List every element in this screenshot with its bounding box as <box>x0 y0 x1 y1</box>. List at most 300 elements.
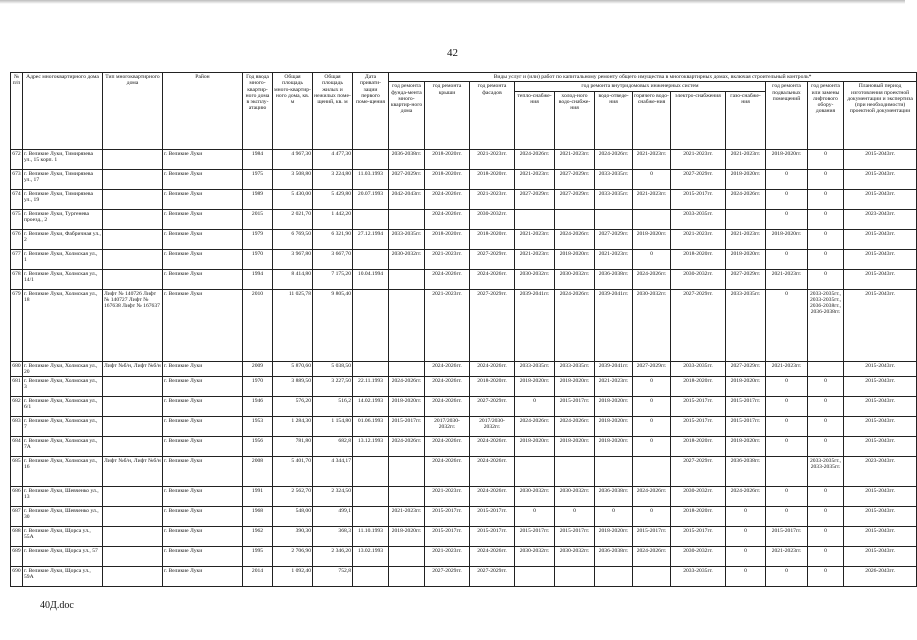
cell-type <box>103 437 163 457</box>
cell-bas: 0 <box>766 567 808 587</box>
cell-roof: 2021-2023гг. <box>425 487 470 507</box>
header-hot: горячего водо-снабже-ния <box>633 91 671 149</box>
cell-gas: 2036-2038гг. <box>726 457 766 487</box>
cell-a1: 3 508,80 <box>273 169 313 189</box>
cell-plan: 2015-2043гг. <box>844 527 917 547</box>
cell-a2: 9 805,40 <box>313 289 353 361</box>
cell-bas: 2018-2020гг. <box>766 229 808 249</box>
table-row <box>11 249 917 269</box>
cell-date: 13.02.1993 <box>353 547 389 567</box>
cell-roof: 2024-2026гг. <box>425 209 470 229</box>
cell-roof: 2021-2023гг. <box>425 289 470 361</box>
cell-f <box>389 547 425 567</box>
cell-n: 690 <box>11 567 23 587</box>
cell-a1: 5 430,00 <box>273 189 313 209</box>
cell-a1: 1 092,40 <box>273 567 313 587</box>
cell-heat <box>515 209 555 229</box>
cell-gas: 2021-2023гг. <box>726 149 766 169</box>
cell-a1: 548,00 <box>273 507 313 527</box>
cell-n: 688 <box>11 527 23 547</box>
cell-addr: г. Великие Луки, Холмская ул., 7 <box>23 417 103 437</box>
cell-date: 13.12.1993 <box>353 437 389 457</box>
cell-heat: 2018-2020гг. <box>515 377 555 397</box>
cell-bas: 2021-2023гг. <box>766 361 808 377</box>
cell-dist: г. Великие Луки <box>163 229 243 249</box>
cell-heat: 0 <box>515 397 555 417</box>
cell-plan: 2015-2043гг. <box>844 417 917 437</box>
cell-type <box>103 487 163 507</box>
cell-fac: 2027-2029гг. <box>470 397 515 417</box>
cell-a2: 3 227,50 <box>313 377 353 397</box>
cell-a1: 1 284,30 <box>273 417 313 437</box>
cell-plan: 2015-2043гг. <box>844 229 917 249</box>
cell-roof: 2018-2020гг. <box>425 229 470 249</box>
cell-a2: 368,3 <box>313 527 353 547</box>
cell-hot: 2024-2026гг. <box>633 269 671 289</box>
cell-cold: 2027-2029гг. <box>555 169 595 189</box>
cell-gas: 2018-2020гг. <box>726 169 766 189</box>
cell-date: 11.10.1993 <box>353 527 389 547</box>
cell-dist: г. Великие Луки <box>163 361 243 377</box>
cell-hot: 2027-2029гг. <box>633 361 671 377</box>
cell-a2: 682,8 <box>313 437 353 457</box>
cell-heat: 2018-2020гг. <box>515 437 555 457</box>
table-row <box>11 397 917 417</box>
cell-n: 676 <box>11 229 23 249</box>
cell-a1: 5 870,60 <box>273 361 313 377</box>
cell-year: 1962 <box>243 527 273 547</box>
cell-addr: г. Великие Луки, Щорса ул., 55А <box>23 527 103 547</box>
cell-n: 678 <box>11 269 23 289</box>
cell-f <box>389 209 425 229</box>
cell-a2: 5 038,50 <box>313 361 353 377</box>
cell-roof: 2027-2029гг. <box>425 567 470 587</box>
cell-bas: 2015-2017гг. <box>766 527 808 547</box>
table-row <box>11 527 917 547</box>
header-address: Адрес многоквартирного дома <box>23 73 103 150</box>
cell-bas: 0 <box>766 169 808 189</box>
table-row <box>11 289 917 361</box>
cell-date: 01.06.1993 <box>353 417 389 437</box>
cell-year: 2010 <box>243 289 273 361</box>
cell-roof: 2024-2026гг. <box>425 189 470 209</box>
cell-date <box>353 361 389 377</box>
cell-lift: 0 <box>808 229 844 249</box>
cell-heat: 2021-2023гг. <box>515 229 555 249</box>
cell-type <box>103 269 163 289</box>
cell-year: 1968 <box>243 507 273 527</box>
cell-cold: 2027-2029гг. <box>555 189 595 209</box>
cell-roof: 2015-2017гг. <box>425 507 470 527</box>
cell-n: 672 <box>11 149 23 169</box>
table-body <box>11 149 917 587</box>
cell-type <box>103 249 163 269</box>
cell-cold: 2021-2023гг. <box>555 149 595 169</box>
cell-a2: 5 429,80 <box>313 189 353 209</box>
table-row <box>11 507 917 527</box>
header-priv-date: Дата привати-зации первого поме-щения <box>353 73 389 150</box>
cell-plan: 2015-2043гг. <box>844 249 917 269</box>
cell-bas: 2021-2023гг. <box>766 547 808 567</box>
cell-lift: 0 <box>808 527 844 547</box>
cell-fac: 2021-2023гг. <box>470 189 515 209</box>
cell-type: Лифт №б/н, Лифт №б/н <box>103 457 163 487</box>
cell-hot: 0 <box>633 249 671 269</box>
cell-type <box>103 547 163 567</box>
cell-type <box>103 229 163 249</box>
cell-hot: 2021-2023гг. <box>633 189 671 209</box>
cell-type <box>103 417 163 437</box>
cell-dist: г. Великие Луки <box>163 507 243 527</box>
cell-fac: 2018-2020гг. <box>470 229 515 249</box>
cell-el: 2018-2020гг. <box>671 377 726 397</box>
cell-lift: 0 <box>808 567 844 587</box>
cell-dist: г. Великие Луки <box>163 397 243 417</box>
cell-fac: 2018-2020гг. <box>470 169 515 189</box>
cell-type <box>103 189 163 209</box>
cell-heat: 2030-2032гг. <box>515 269 555 289</box>
cell-el: 2021-2023гг. <box>671 229 726 249</box>
cell-year: 2008 <box>243 457 273 487</box>
cell-sew: 2033-2035гг. <box>595 169 633 189</box>
cell-date <box>353 149 389 169</box>
cell-sew <box>595 457 633 487</box>
cell-type <box>103 209 163 229</box>
cell-bas: 0 <box>766 377 808 397</box>
cell-sew <box>595 209 633 229</box>
cell-f <box>389 457 425 487</box>
cell-type <box>103 397 163 417</box>
cell-a2: 4 477,30 <box>313 149 353 169</box>
cell-gas: 2021-2023гг. <box>726 229 766 249</box>
cell-date: 22.11.1993 <box>353 377 389 397</box>
cell-hot: 2018-2020гг. <box>633 229 671 249</box>
cell-n: 681 <box>11 377 23 397</box>
cell-sew: 2024-2026гг. <box>595 149 633 169</box>
page-number: 42 <box>447 47 458 59</box>
cell-a1: 2 706,90 <box>273 547 313 567</box>
cell-f: 2021-2023гг. <box>389 507 425 527</box>
cell-dist: г. Великие Луки <box>163 249 243 269</box>
cell-type <box>103 377 163 397</box>
cell-cold: 2015-2017гг. <box>555 397 595 417</box>
cell-gas: 0 <box>726 567 766 587</box>
cell-n: 687 <box>11 507 23 527</box>
cell-a2: 3 224,80 <box>313 169 353 189</box>
cell-a1: 390,30 <box>273 527 313 547</box>
cell-roof: 2024-2026гг. <box>425 437 470 457</box>
cell-roof: 2024-2026гг. <box>425 361 470 377</box>
cell-lift: 0 <box>808 507 844 527</box>
cell-a2: 1 442,20 <box>313 209 353 229</box>
header-systems-group: год ремонта внутридомовых инженерных систем <box>515 82 766 91</box>
cell-lift <box>808 361 844 377</box>
cell-sew: 2027-2029гг. <box>595 229 633 249</box>
cell-lift: 0 <box>808 487 844 507</box>
cell-gas: 2018-2020гг. <box>726 249 766 269</box>
cell-lift: 2033-2035гг., 2033-2035гг. <box>808 457 844 487</box>
cell-a1: 2 562,70 <box>273 487 313 507</box>
cell-f: 2024-2026гг. <box>389 377 425 397</box>
cell-type: Лифт №б/н, Лифт №б/н <box>103 361 163 377</box>
cell-lift: 0 <box>808 437 844 457</box>
cell-dist: г. Великие Луки <box>163 417 243 437</box>
cell-year: 1956 <box>243 437 273 457</box>
header-year: Год ввода много-квартир-ного дома в эксплу-атацию <box>243 73 273 150</box>
cell-a2: 3 667,70 <box>313 249 353 269</box>
cell-year: 2015 <box>243 209 273 229</box>
header-type: Тип многоквартирного дома <box>103 73 163 150</box>
cell-gas: 2015-2017гг. <box>726 397 766 417</box>
cell-fac: 2015-2017гг. <box>470 507 515 527</box>
cell-roof: 2021-2023гг. <box>425 249 470 269</box>
cell-n: 689 <box>11 547 23 567</box>
header-district: Район <box>163 73 243 150</box>
cell-cold: 2018-2020гг. <box>555 437 595 457</box>
cell-sew: 2036-2038гг. <box>595 487 633 507</box>
cell-a2: 499,1 <box>313 507 353 527</box>
cell-sew <box>595 567 633 587</box>
cell-f: 2027-2029гг. <box>389 169 425 189</box>
cell-gas: 0 <box>726 507 766 527</box>
cell-cold: 2024-2026гг. <box>555 229 595 249</box>
cell-n: 680 <box>11 361 23 377</box>
cell-type <box>103 169 163 189</box>
cell-a1: 6 769,50 <box>273 229 313 249</box>
cell-fac: 2021-2023гг. <box>470 149 515 169</box>
cell-addr: г. Великие Луки, Холмская ул., 18 <box>23 289 103 361</box>
cell-lift: 0 <box>808 209 844 229</box>
cell-fac: 2024-2026гг. <box>470 487 515 507</box>
cell-dist: г. Великие Луки <box>163 209 243 229</box>
cell-year: 1995 <box>243 547 273 567</box>
cell-a2: 6 321,90 <box>313 229 353 249</box>
cell-sew: 2021-2023гг. <box>595 249 633 269</box>
cell-a1: 2 021,70 <box>273 209 313 229</box>
cell-a2: 7 175,20 <box>313 269 353 289</box>
cell-bas: 0 <box>766 487 808 507</box>
repair-register-table <box>10 72 917 587</box>
cell-heat: 2033-2035гг. <box>515 361 555 377</box>
cell-dist: г. Великие Луки <box>163 547 243 567</box>
cell-heat: 2015-2017гг. <box>515 527 555 547</box>
cell-bas: 0 <box>766 249 808 269</box>
cell-bas: 0 <box>766 437 808 457</box>
cell-cold: 2024-2026гг. <box>555 417 595 437</box>
table-row <box>11 567 917 587</box>
cell-dist: г. Великие Луки <box>163 437 243 457</box>
cell-type <box>103 507 163 527</box>
cell-addr: г. Великие Луки, Щорса ул., 59А <box>23 567 103 587</box>
cell-addr: г. Великие Луки, Холмская ул., 3 <box>23 377 103 397</box>
cell-el: 2033-2035гг. <box>671 567 726 587</box>
table-row <box>11 229 917 249</box>
cell-bas: 0 <box>766 417 808 437</box>
cell-n: 674 <box>11 189 23 209</box>
cell-fac: 2024-2026гг. <box>470 457 515 487</box>
cell-dist: г. Великие Луки <box>163 169 243 189</box>
header-gas: газо-снабже-ния <box>726 91 766 149</box>
cell-addr: г. Великие Луки, Холмская ул., 6/1 <box>23 397 103 417</box>
cell-roof: 2018-2020гг. <box>425 149 470 169</box>
cell-hot: 2030-2032гг. <box>633 289 671 361</box>
cell-sew: 0 <box>595 507 633 527</box>
cell-f <box>389 567 425 587</box>
scan-edge <box>0 0 905 4</box>
cell-n: 673 <box>11 169 23 189</box>
cell-fac: 2027-2029гг. <box>470 567 515 587</box>
cell-a2: 2 346,20 <box>313 547 353 567</box>
cell-a2: 4 344,17 <box>313 457 353 487</box>
cell-hot: 2024-2026гг. <box>633 547 671 567</box>
header-facade: год ремонта фасадов <box>470 82 515 149</box>
cell-year: 1989 <box>243 189 273 209</box>
cell-year: 1946 <box>243 397 273 417</box>
cell-year: 1984 <box>243 149 273 169</box>
cell-dist: г. Великие Луки <box>163 377 243 397</box>
cell-gas: 0 <box>726 547 766 567</box>
cell-bas: 2018-2020гг. <box>766 149 808 169</box>
cell-a2: 2 324,50 <box>313 487 353 507</box>
cell-gas: 2024-2026гг. <box>726 487 766 507</box>
cell-dist: г. Великие Луки <box>163 487 243 507</box>
cell-addr: г. Великие Луки, Тимирязева ул., 19 <box>23 189 103 209</box>
cell-hot: 0 <box>633 437 671 457</box>
cell-el: 2027-2029гг. <box>671 169 726 189</box>
cell-dist: г. Великие Луки <box>163 457 243 487</box>
cell-heat <box>515 457 555 487</box>
cell-fac: 2024-2026гг. <box>470 547 515 567</box>
cell-date: 14.02.1993 <box>353 397 389 417</box>
cell-addr: г. Великие Луки, Тимирязева ул., 15 корп. 1 <box>23 149 103 169</box>
cell-f: 2042-2043гг. <box>389 189 425 209</box>
cell-year: 2014 <box>243 567 273 587</box>
cell-addr: г. Великие Луки, Тургенева проезд., 2 <box>23 209 103 229</box>
cell-bas: 0 <box>766 209 808 229</box>
cell-sew: 2036-2038гг. <box>595 547 633 567</box>
cell-hot <box>633 209 671 229</box>
cell-cold <box>555 567 595 587</box>
cell-date <box>353 507 389 527</box>
cell-date <box>353 289 389 361</box>
cell-bas: 0 <box>766 189 808 209</box>
cell-el: 2018-2020гг. <box>671 507 726 527</box>
cell-fac: 2017/2030-2032гг. <box>470 417 515 437</box>
header-elevator: год ремонта или замены лифтового обору-дования <box>808 82 844 149</box>
header-num: № п/п <box>11 73 23 150</box>
cell-a1: 11 025,78 <box>273 289 313 361</box>
cell-sew: 2039-2041гг. <box>595 289 633 361</box>
cell-lift: 0 <box>808 547 844 567</box>
cell-heat: 2027-2029гг. <box>515 189 555 209</box>
cell-gas: 0 <box>726 527 766 547</box>
cell-lift: 0 <box>808 169 844 189</box>
cell-roof: 2017/2030-2032гг. <box>425 417 470 437</box>
cell-plan: 2015-2043гг. <box>844 507 917 527</box>
cell-el: 2018-2020гг. <box>671 437 726 457</box>
cell-el: 2027-2029гг. <box>671 457 726 487</box>
cell-fac: 2015-2017гг. <box>470 527 515 547</box>
cell-bas: 0 <box>766 507 808 527</box>
table-row <box>11 457 917 487</box>
cell-fac: 2018-2020гг. <box>470 377 515 397</box>
cell-roof: 2018-2020гг. <box>425 169 470 189</box>
cell-lift: 0 <box>808 149 844 169</box>
cell-hot: 0 <box>633 507 671 527</box>
cell-hot: 0 <box>633 169 671 189</box>
table-row <box>11 437 917 457</box>
cell-heat: 0 <box>515 507 555 527</box>
cell-plan: 2015-2043гг. <box>844 437 917 457</box>
cell-sew: 2039-2041гг. <box>595 361 633 377</box>
cell-a1: 576,20 <box>273 397 313 417</box>
cell-f: 2030-2032гг. <box>389 249 425 269</box>
cell-plan: 2015-2043гг. <box>844 361 917 377</box>
cell-addr: г. Великие Луки, Холмская ул., 7А <box>23 437 103 457</box>
footer-filename: 40Д.doc <box>40 600 74 611</box>
cell-date: 20.07.1993 <box>353 189 389 209</box>
cell-el: 2033-2035гг. <box>671 361 726 377</box>
cell-f: 2024-2026гг. <box>389 437 425 457</box>
cell-addr: г. Великие Луки, Фабричная ул., 2 <box>23 229 103 249</box>
cell-fac: 2030-2032гг. <box>470 209 515 229</box>
cell-lift: 0 <box>808 269 844 289</box>
cell-heat: 2024-2026гг. <box>515 417 555 437</box>
cell-gas: 2018-2020гг. <box>726 437 766 457</box>
cell-dist: г. Великие Луки <box>163 527 243 547</box>
cell-year: 1970 <box>243 377 273 397</box>
header-basement: год ремонта подвальных помещений <box>766 82 808 149</box>
cell-f <box>389 487 425 507</box>
cell-fac: 2027-2029гг. <box>470 249 515 269</box>
cell-sew: 2021-2023гг. <box>595 377 633 397</box>
cell-a2: 752,8 <box>313 567 353 587</box>
cell-addr: г. Великие Луки, Холмская ул., 16 <box>23 457 103 487</box>
cell-bas: 0 <box>766 289 808 361</box>
cell-hot: 2024-2026гг. <box>633 487 671 507</box>
cell-fac: 2024-2026гг. <box>470 437 515 457</box>
cell-gas: 2015-2017гг. <box>726 417 766 437</box>
cell-lift: 0 <box>808 189 844 209</box>
cell-el: 2033-2035гг. <box>671 209 726 229</box>
cell-a1: 3 889,50 <box>273 377 313 397</box>
cell-cold: 2030-2032гг. <box>555 269 595 289</box>
cell-year: 1994 <box>243 269 273 289</box>
cell-n: 686 <box>11 487 23 507</box>
header-works-group: Виды услуг и (или) работ по капитальному ремонту общего имущества в многоквартирных домах, включая строительный контроль* <box>389 73 917 82</box>
cell-addr: г. Великие Луки, Шевченко ул., 13 <box>23 487 103 507</box>
cell-plan: 2015-2043гг. <box>844 269 917 289</box>
cell-f: 2033-2035гг. <box>389 229 425 249</box>
cell-gas: 2033-2035гг. <box>726 289 766 361</box>
cell-lift: 0 <box>808 377 844 397</box>
cell-cold: 2018-2020гг. <box>555 377 595 397</box>
cell-cold: 2018-2020гг. <box>555 249 595 269</box>
table-row <box>11 149 917 169</box>
cell-hot: 2021-2023гг. <box>633 149 671 169</box>
cell-el: 2015-2017гг. <box>671 417 726 437</box>
cell-lift: 2033-2035гг., 2033-2035гг., 2036-2038гг., 2036-2038гг. <box>808 289 844 361</box>
cell-lift: 0 <box>808 397 844 417</box>
cell-el: 2030-2032гг. <box>671 547 726 567</box>
cell-heat: 2024-2026гг. <box>515 149 555 169</box>
cell-year: 1953 <box>243 417 273 437</box>
header-planned: Плановый период изготовления проектной документации и экспертиза (при необходимости) проектной документации <box>844 82 917 149</box>
cell-plan: 2015-2043гг. <box>844 487 917 507</box>
cell-plan: 2023-2043гг. <box>844 209 917 229</box>
cell-a1: 4 967,30 <box>273 149 313 169</box>
cell-sew: 2018-2020гг. <box>595 437 633 457</box>
